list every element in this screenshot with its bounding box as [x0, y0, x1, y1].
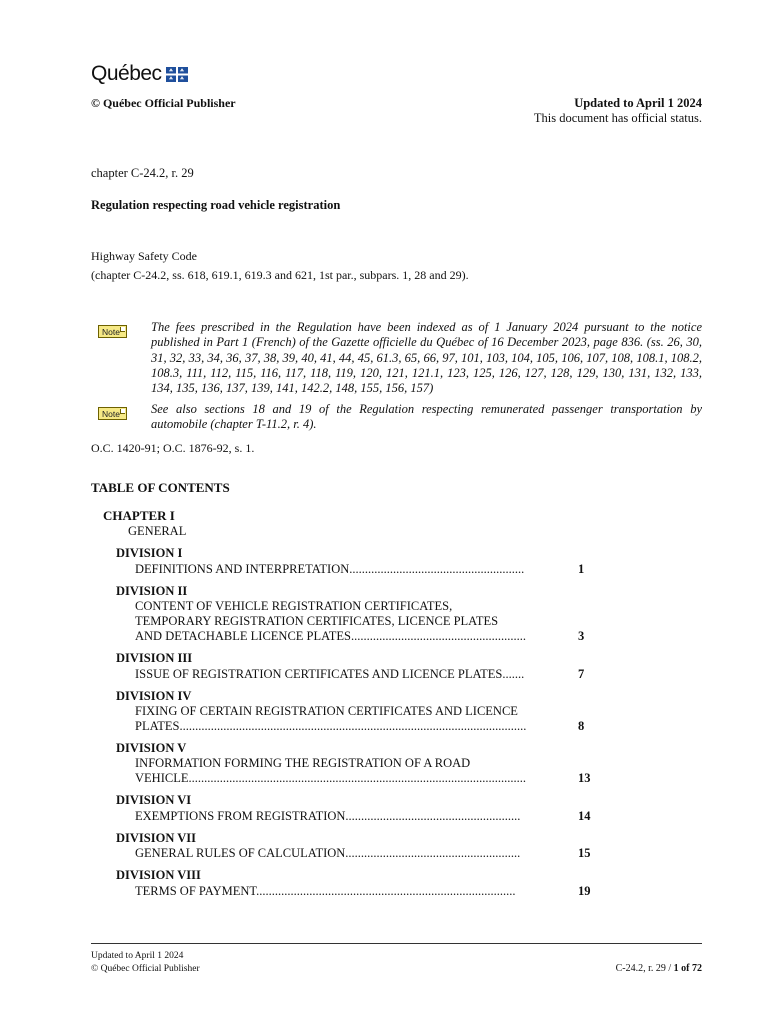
toc-entry-link[interactable] [135, 846, 568, 861]
toc-division-label: DIVISION IV [116, 689, 192, 703]
toc-page-number: 15 [578, 846, 591, 860]
toc-division-label: DIVISION II [116, 584, 188, 598]
toc-entry-link[interactable] [135, 599, 568, 644]
toc-division-label: DIVISION VIII [116, 868, 201, 882]
toc-entry-link[interactable] [135, 704, 568, 734]
toc-entry-line: PLATES............................................................................................................... [135, 719, 527, 733]
toc-entry-line: INFORMATION FORMING THE REGISTRATION OF A ROAD [135, 756, 471, 770]
toc-entry-link[interactable] [135, 809, 568, 824]
toc-entry-line: FIXING OF CERTAIN REGISTRATION CERTIFICATES AND LICENCE [135, 704, 518, 718]
publisher: © Québec Official Publisher [91, 96, 236, 110]
footer-updated: Updated to April 1 2024 [91, 951, 184, 961]
toc-entry-line: ISSUE OF REGISTRATION CERTIFICATES AND LICENCE PLATES....... [135, 667, 525, 681]
regulation-title: Regulation respecting road vehicle registration [91, 198, 341, 212]
toc-page-number: 13 [578, 771, 591, 785]
toc-chapter-label: CHAPTER I [103, 508, 175, 523]
toc-entry-line: AND DETACHABLE LICENCE PLATES........................................................ [135, 629, 527, 643]
toc-division-label: DIVISION III [116, 651, 193, 665]
note-icon[interactable]: Note [98, 325, 127, 338]
enabling-reference: (chapter C-24.2, ss. 618, 619.1, 619.3 and 621, 1st par., subpars. 1, 28 and 29). [91, 268, 469, 282]
logo-text: Québec [91, 62, 162, 85]
toc-entry-line: GENERAL RULES OF CALCULATION........................................................ [135, 846, 521, 860]
toc-page-number: 7 [578, 667, 585, 681]
note-fees: The fees prescribed in the Regulation have been indexed as of 1 January 2024 pursuant to the notice published in Part 1 (French) of the Gazette officielle du Québec of 16 December 2023, page 836. (ss. 26, 30, 31, 32, 33, 34, 36, 37, 38, 39, 40, 41, 44, 45, 61.3, 65, 66, 97, 101, 103, 104, 105, 106, 107, 108, 108.1, 108.2, 108.3, 111, 112, 115, 116, 117, 118, 119, 120, 121, 121.1, 123, 125, 126, 127, 128, 129, 130, 131, 132, 133, 134, 135, 136, 137, 139, 141, 142.2, 148, 155, 156, 157) [151, 320, 702, 396]
toc-page-number: 19 [578, 884, 591, 898]
toc-entry-link[interactable] [135, 667, 568, 682]
note-see-also: See also sections 18 and 19 of the Regulation respecting remunerated passenger transportation by automobile (chapter T-11.2, r. 4). [151, 402, 702, 432]
toc-entry-link[interactable] [135, 884, 568, 899]
fleur-de-lis-flag-icon [166, 67, 188, 82]
toc-title: TABLE OF CONTENTS [91, 480, 230, 495]
toc-entry-link[interactable] [135, 756, 568, 786]
toc-division-label: DIVISION VI [116, 793, 192, 807]
toc-entry-line: VEHICLE............................................................................................................ [135, 771, 526, 785]
footer-left [91, 950, 200, 976]
quebec-logo [91, 62, 188, 86]
toc-entry-line: TERMS OF PAYMENT................................................................................... [135, 884, 516, 898]
footer-page-ref [616, 963, 702, 974]
enabling-act: Highway Safety Code [91, 249, 197, 263]
toc-entry-line: TEMPORARY REGISTRATION CERTIFICATES, LICENCE PLATES [135, 614, 499, 628]
toc-entry-line: EXEMPTIONS FROM REGISTRATION........................................................ [135, 809, 521, 823]
footer-page-count: 1 of 72 [673, 963, 702, 974]
updated-date: Updated to April 1 2024 [574, 96, 702, 110]
toc-page-number: 3 [578, 629, 585, 643]
footer-publisher: © Québec Official Publisher [91, 964, 200, 974]
toc-entry-link[interactable] [135, 562, 568, 577]
chapter-reference: chapter C-24.2, r. 29 [91, 166, 194, 180]
toc-page-number: 14 [578, 809, 591, 823]
toc-division-label: DIVISION V [116, 741, 187, 755]
note-icon[interactable]: Note [98, 407, 127, 420]
footer-chapter-ref: C-24.2, r. 29 / [615, 963, 672, 974]
toc-page-number: 1 [578, 562, 585, 576]
toc-division-label: DIVISION I [116, 546, 183, 560]
toc-division-label: DIVISION VII [116, 831, 197, 845]
toc-page-number: 8 [578, 719, 585, 733]
footer-divider [91, 943, 702, 944]
order-in-council: O.C. 1420-91; O.C. 1876-92, s. 1. [91, 441, 255, 455]
toc-chapter-name: GENERAL [128, 524, 187, 538]
toc-entry-line: DEFINITIONS AND INTERPRETATION........................................................ [135, 562, 525, 576]
official-status: This document has official status. [533, 111, 702, 125]
toc-entry-line: CONTENT OF VEHICLE REGISTRATION CERTIFICATES, [135, 599, 453, 613]
